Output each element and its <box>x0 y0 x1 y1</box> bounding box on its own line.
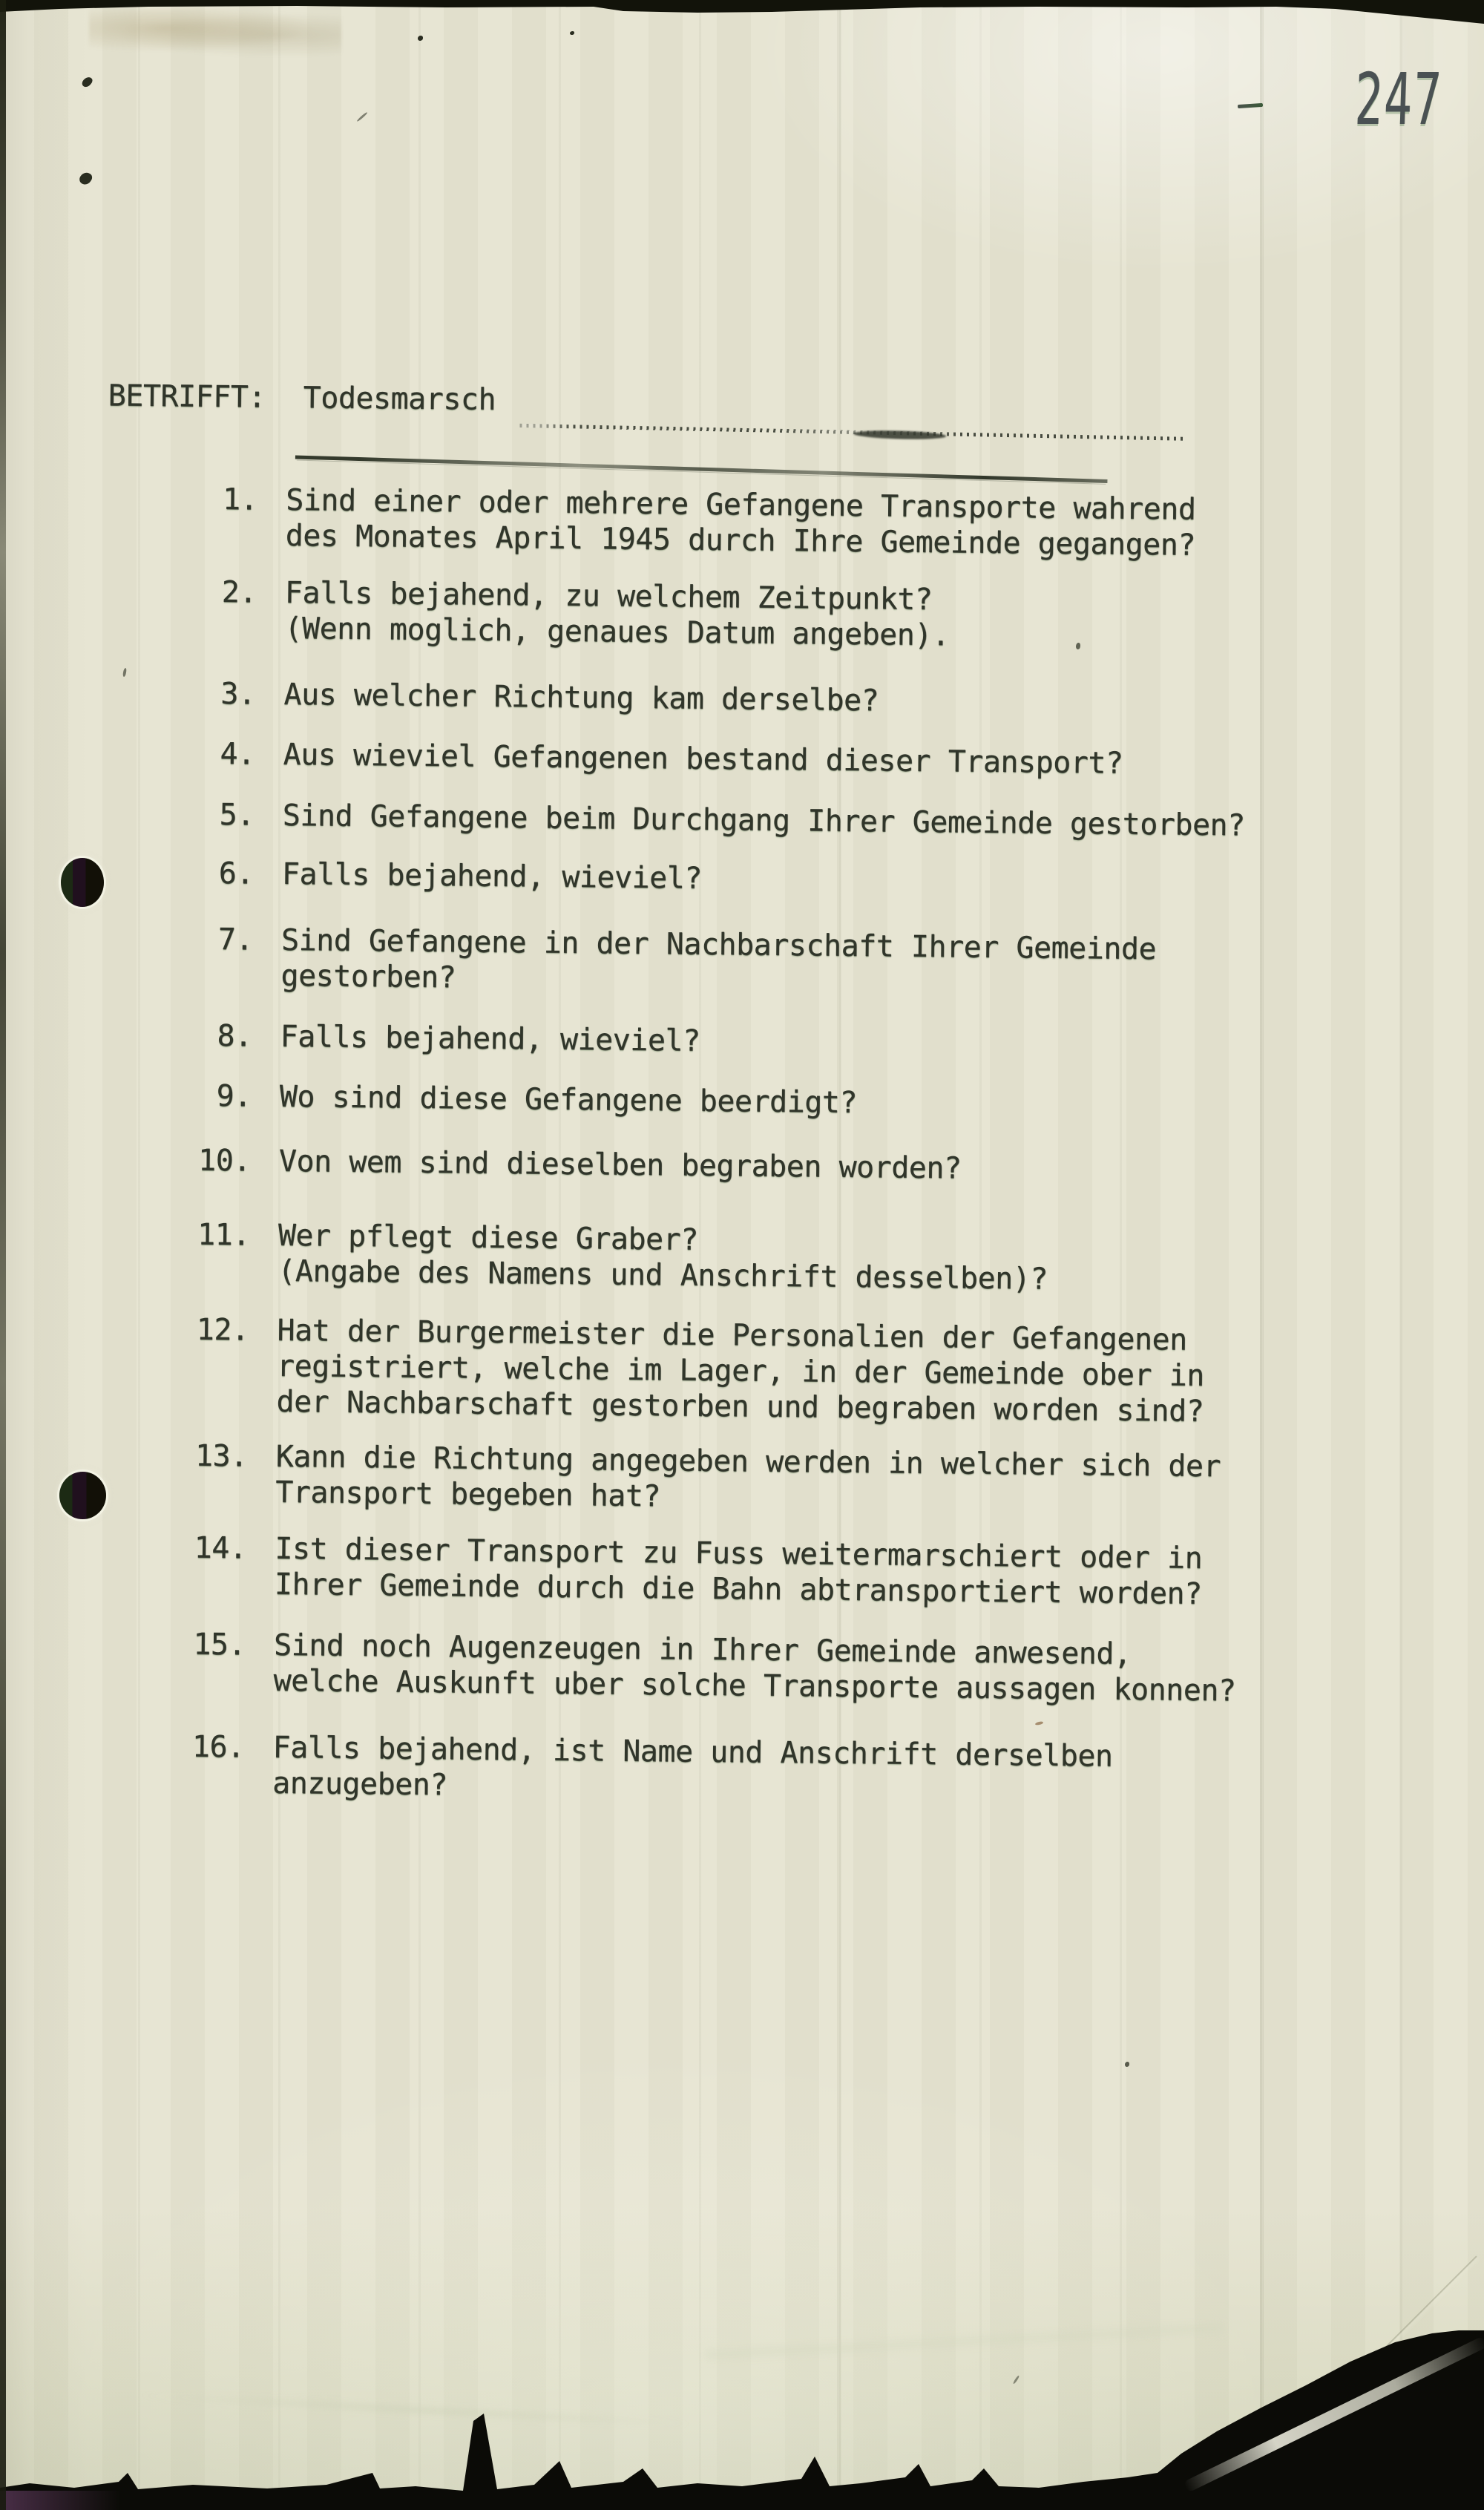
question-text <box>282 856 1405 904</box>
question-text <box>283 677 1407 724</box>
question-row <box>0 674 1408 724</box>
question-number: 7. <box>217 922 254 957</box>
question-row <box>0 1016 1404 1066</box>
question-line: Sind einer oder mehrere Gefangene Transporte wahrend <box>285 482 1196 527</box>
question-line: Aus welcher Richtung kam derselbe? <box>283 677 879 718</box>
question-line: Sind noch Augenzeugen in Ihrer Gemeinde anwesend, <box>273 1628 1132 1671</box>
question-row <box>0 1215 1402 1301</box>
question-text <box>275 1531 1399 1614</box>
question-line: (Wenn moglich, genaues Datum angeben). <box>284 611 950 653</box>
question-line: Falls bejahend, wieviel? <box>281 856 703 896</box>
question-row <box>0 1625 1397 1711</box>
question-line: Aus wieviel Gefangenen bestand dieser Transport? <box>283 737 1123 781</box>
question-line: (Angabe des Namens und Anschrift desselben)? <box>278 1254 1048 1297</box>
question-text <box>278 1218 1402 1301</box>
question-line: gestorben? <box>280 958 456 995</box>
page-number: 247 <box>1353 58 1444 141</box>
question-number: 9. <box>216 1078 252 1114</box>
question-number: 1. <box>222 482 258 517</box>
question-line: anzugeben? <box>272 1766 448 1803</box>
question-number: 6. <box>218 856 255 891</box>
question-row <box>0 1141 1402 1191</box>
question-row <box>0 1528 1399 1614</box>
question-line: Hat der Burgermeister die Personalien der Gefangenen <box>277 1313 1187 1357</box>
punch-hole <box>59 1472 106 1519</box>
question-number: 11. <box>197 1217 251 1253</box>
question-text <box>284 575 1408 658</box>
question-number: 10. <box>197 1143 252 1179</box>
question-line: Transport begeben hat? <box>275 1475 661 1514</box>
question-row <box>0 795 1406 845</box>
question-line: Sind Gefangene in der Nachbarschaft Ihrer Gemeinde <box>280 923 1157 967</box>
question-number: 15. <box>193 1627 246 1662</box>
question-number: 3. <box>220 676 256 712</box>
question-row <box>0 572 1408 658</box>
question-text <box>275 1439 1399 1522</box>
question-text <box>285 482 1409 566</box>
question-line: Sind Gefangene beim Durchgang Ihrer Gemeinde gestorben? <box>282 798 1245 843</box>
question-text <box>283 798 1406 845</box>
question-line: des Monates April 1945 durch Ihre Gemeinde gegangen? <box>285 518 1196 563</box>
question-line: Wo sind diese Gefangene beerdigt? <box>279 1079 858 1120</box>
question-text <box>276 1313 1400 1432</box>
question-number: 12. <box>196 1312 249 1348</box>
question-line: Falls bejahend, ist Name und Anschrift derselben <box>272 1730 1113 1774</box>
subject-label: BETRIFFT: <box>108 379 266 415</box>
question-text <box>272 1730 1396 1813</box>
question-line: registriert, welche im Lager, in der Gemeinde ober in <box>276 1349 1205 1393</box>
question-row <box>0 479 1409 566</box>
question-row <box>0 1727 1396 1813</box>
question-line: Ihrer Gemeinde durch die Bahn abtransportiert worden? <box>274 1567 1202 1611</box>
ink-smudge <box>853 430 946 440</box>
scan-color-artifact <box>0 2491 134 2510</box>
question-text <box>273 1628 1397 1711</box>
question-text <box>280 923 1405 1006</box>
question-number: 5. <box>219 797 255 833</box>
question-text <box>280 1019 1403 1066</box>
question-number: 14. <box>194 1530 247 1566</box>
left-scan-edge <box>0 0 6 2510</box>
question-text <box>279 1144 1402 1191</box>
question-line: Ist dieser Transport zu Fuss weitermarschiert oder in <box>275 1531 1203 1576</box>
subject-underline-rule <box>295 455 1108 482</box>
question-line: Kann die Richtung angegeben werden in welcher sich der <box>275 1439 1221 1484</box>
dotted-fill-line <box>519 424 1183 441</box>
question-text <box>280 1079 1403 1127</box>
question-row <box>0 1310 1401 1432</box>
question-line: Falls bejahend, zu welchem Zeitpunkt? <box>284 575 933 617</box>
question-line: Wer pflegt diese Graber? <box>278 1218 699 1257</box>
question-number: 8. <box>217 1018 252 1054</box>
question-number: 13. <box>194 1438 248 1474</box>
question-row <box>0 734 1407 784</box>
question-number: 4. <box>220 736 255 772</box>
question-row <box>0 853 1405 904</box>
question-row <box>0 1076 1403 1127</box>
question-line: der Nachbarschaft gestorben und begraben worden sind? <box>276 1384 1204 1429</box>
question-row <box>0 920 1405 1006</box>
question-text <box>283 737 1406 784</box>
question-row <box>0 1436 1399 1522</box>
question-line: welche Auskunft uber solche Transporte aussagen konnen? <box>273 1663 1236 1708</box>
punch-hole <box>61 858 104 907</box>
question-number: 2. <box>221 574 257 610</box>
question-line: Falls bejahend, wieviel? <box>280 1019 700 1058</box>
question-line: Von wem sind dieselben begraben worden? <box>278 1144 962 1186</box>
subject-value: Todesmarsch <box>303 381 496 417</box>
question-number: 16. <box>191 1729 245 1765</box>
